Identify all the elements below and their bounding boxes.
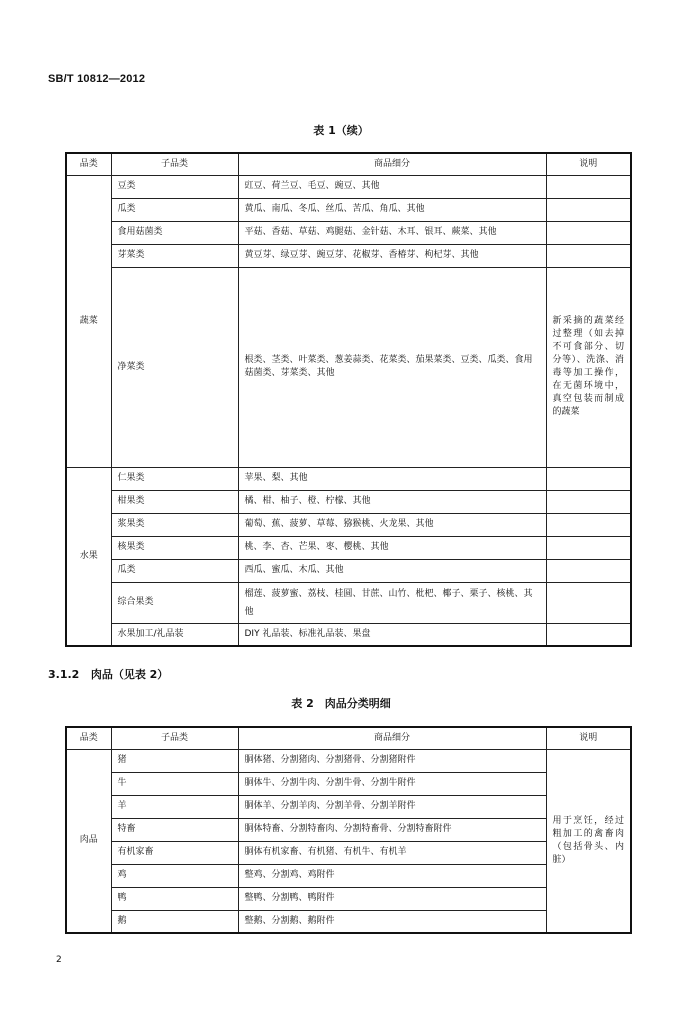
- table-row: [66, 221, 631, 244]
- detail-cell: 豇豆、荷兰豆、毛豆、豌豆、其他: [238, 175, 546, 198]
- subcategory-cell: 浆果类: [111, 513, 238, 536]
- detail-cell: 葡萄、蕉、菠萝、草莓、猕猴桃、火龙果、其他: [238, 513, 546, 536]
- detail-cell: 根类、茎类、叶菜类、葱姜蒜类、花菜类、茄果菜类、豆类、瓜类、食用菇菌类、芽菜类、其他: [238, 267, 546, 467]
- detail-cell: 整鸡、分割鸡、鸡附件: [238, 864, 546, 887]
- table1-col-note: 说明: [546, 153, 631, 175]
- subcategory-cell: 羊: [111, 795, 238, 818]
- table1-caption: 表 1（续）: [313, 124, 369, 137]
- standard-number: SB/T 10812—2012: [48, 73, 146, 85]
- detail-cell: 榴莲、菠萝蜜、荔枝、桂圆、甘蔗、山竹、枇杷、椰子、栗子、核桃、其他: [238, 582, 546, 623]
- table2: [65, 726, 632, 934]
- note-cell: [546, 513, 631, 536]
- note-cell: [546, 582, 631, 623]
- detail-cell: 胴体特畜、分割特畜肉、分割特畜骨、分割特畜附件: [238, 818, 546, 841]
- table-row: [66, 490, 631, 513]
- detail-cell: 胴体有机家畜、有机猪、有机牛、有机羊: [238, 841, 546, 864]
- section-title: 肉品（见表 2）: [90, 668, 169, 681]
- table2-caption: 表 2 肉品分类明细: [291, 697, 391, 710]
- detail-cell: DIY 礼品装、标准礼品装、果盘: [238, 623, 546, 646]
- note-cell: [546, 198, 631, 221]
- table-row: [66, 749, 631, 772]
- detail-cell: 胴体猪、分割猪肉、分割猪骨、分割猪附件: [238, 749, 546, 772]
- note-cell-meat: 用于烹饪，经过粗加工的禽畜肉（包括骨头、内脏）: [546, 749, 631, 933]
- detail-cell: 黄瓜、南瓜、冬瓜、丝瓜、苦瓜、角瓜、其他: [238, 198, 546, 221]
- subcategory-cell: 猪: [111, 749, 238, 772]
- subcategory-cell: 有机家畜: [111, 841, 238, 864]
- note-cell: [546, 244, 631, 267]
- table1: [65, 152, 632, 647]
- note-cell: [546, 221, 631, 244]
- table-row: [66, 198, 631, 221]
- note-cell: [546, 467, 631, 490]
- detail-cell: 胴体牛、分割牛肉、分割牛骨、分割牛附件: [238, 772, 546, 795]
- table-row: [66, 623, 631, 646]
- subcategory-cell: 核果类: [111, 536, 238, 559]
- table2-col-category: 品类: [66, 727, 111, 749]
- table1-col-subcategory: 子品类: [111, 153, 238, 175]
- detail-cell: 西瓜、蜜瓜、木瓜、其他: [238, 559, 546, 582]
- subcategory-cell: 瓜类: [111, 198, 238, 221]
- subcategory-cell: 鸭: [111, 887, 238, 910]
- table1-header-row: [66, 153, 631, 175]
- table-row: [66, 513, 631, 536]
- category-fruits: 水果: [66, 467, 111, 646]
- subcategory-cell: 仁果类: [111, 467, 238, 490]
- detail-cell: 平菇、香菇、草菇、鸡腿菇、金针菇、木耳、银耳、蕨菜、其他: [238, 221, 546, 244]
- table1-col-detail: 商品细分: [238, 153, 546, 175]
- category-meat: 肉品: [66, 749, 111, 933]
- table1-col-category: 品类: [66, 153, 111, 175]
- note-cell: [546, 623, 631, 646]
- note-cell: [546, 559, 631, 582]
- page-number: 2: [56, 955, 62, 965]
- detail-cell: 整鸭、分割鸭、鸭附件: [238, 887, 546, 910]
- subcategory-cell: 鸡: [111, 864, 238, 887]
- category-vegetables: 蔬菜: [66, 175, 111, 467]
- table-row: [66, 559, 631, 582]
- detail-cell: 桃、李、杏、芒果、枣、樱桃、其他: [238, 536, 546, 559]
- section-heading: [48, 666, 168, 682]
- subcategory-cell: 食用菇菌类: [111, 221, 238, 244]
- subcategory-cell: 瓜类: [111, 559, 238, 582]
- subcategory-cell: 水果加工/礼品装: [111, 623, 238, 646]
- note-cell: [546, 175, 631, 198]
- table-row: [66, 467, 631, 490]
- note-cell: [546, 536, 631, 559]
- subcategory-cell: 综合果类: [111, 582, 238, 623]
- table-row: [66, 267, 631, 467]
- table2-header-row: [66, 727, 631, 749]
- detail-cell: 橘、柑、柚子、橙、柠檬、其他: [238, 490, 546, 513]
- table2-col-subcategory: 子品类: [111, 727, 238, 749]
- subcategory-cell: 牛: [111, 772, 238, 795]
- table2-col-detail: 商品细分: [238, 727, 546, 749]
- note-cell-fresh-cut-vegetables: 新采摘的蔬菜经过整理（如去掉不可食部分、切分等）、洗涤、消毒等加工操作，在无菌环境中，真空包装而制成的蔬菜: [546, 267, 631, 467]
- subcategory-cell: 豆类: [111, 175, 238, 198]
- detail-cell: 胴体羊、分割羊肉、分割羊骨、分割羊附件: [238, 795, 546, 818]
- table-row: [66, 582, 631, 623]
- subcategory-cell: 柑果类: [111, 490, 238, 513]
- subcategory-cell: 鹅: [111, 910, 238, 933]
- detail-cell: 苹果、梨、其他: [238, 467, 546, 490]
- table-row: [66, 175, 631, 198]
- note-cell: [546, 490, 631, 513]
- table2-col-note: 说明: [546, 727, 631, 749]
- detail-cell: 黄豆芽、绿豆芽、豌豆芽、花椒芽、香椿芽、枸杞芽、其他: [238, 244, 546, 267]
- subcategory-cell: 芽菜类: [111, 244, 238, 267]
- table-row: [66, 536, 631, 559]
- subcategory-cell: 净菜类: [111, 267, 238, 467]
- section-number: 3.1.2: [48, 668, 80, 681]
- table-row: [66, 244, 631, 267]
- detail-cell: 整鹅、分割鹅、鹅附件: [238, 910, 546, 933]
- subcategory-cell: 特畜: [111, 818, 238, 841]
